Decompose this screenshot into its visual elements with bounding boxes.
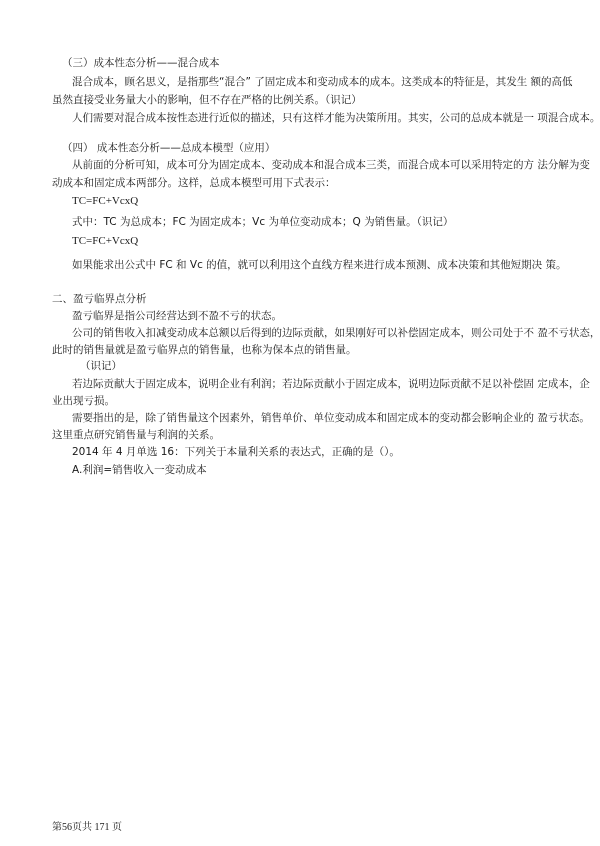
part2-paragraph4-line1: 需要指出的是，除了销售量这个因素外，销售单价、单位变动成本和固定成本的变动都会影响企业的 盈亏状态。: [72, 412, 590, 424]
section3-paragraph1-line1: 混合成本，顾名思义，是指那些“混合” 了固定成本和变动成本的成本。这类成本的特征是，其发生 额的高低: [72, 76, 573, 88]
formula-total-cost: TC=FC+VcxQ: [72, 195, 139, 207]
part2-paragraph4-line2: 这里重点研究销售量与利润的关系。: [52, 429, 220, 441]
exam-option-a: A.利润=销售收入一变动成本: [72, 464, 207, 476]
exam-question: 2014 年 4 月单选 16：下列关于本量利关系的表达式，正确的是（）。: [72, 446, 400, 458]
part2-paragraph2-note: （识记）: [80, 360, 122, 372]
section3-paragraph1-line2: 虽然直接受业务量大小的影响，但不存在严格的比例关系。（识记）: [52, 94, 362, 106]
page-number: 第56页共 171 页: [52, 822, 122, 833]
section3-paragraph2: 人们需要对混合成本按性态进行近似的描述，只有这样才能为决策所用。其实，公司的总成本就是一 项混合成本。: [72, 112, 600, 124]
section4-paragraph1-line2: 动成本和固定成本两部分。这样，总成本模型可用下式表示：: [52, 177, 336, 189]
section4-paragraph1-line1: 从前面的分析可知，成本可分为固定成本、变动成本和混合成本三类，而混合成本可以采用特定的方 法分解为变: [72, 159, 590, 171]
part2-paragraph1: 盈亏临界是指公司经营达到不盈不亏的状态。: [72, 310, 282, 322]
section3-heading: （三）成本性态分析——混合成本: [62, 57, 220, 69]
part2-heading: 二、盈亏临界点分析: [52, 293, 147, 305]
formula-total-cost-repeat: TC=FC+VcxQ: [72, 235, 139, 247]
section4-paragraph2: 如果能求出公式中 FC 和 Vc 的值，就可以利用这个直线方程来进行成本预测、成本决策和其他短期决 策。: [72, 259, 567, 271]
part2-paragraph3-line1: 若边际贡献大于固定成本，说明企业有利润；若边际贡献小于固定成本，说明边际贡献不足以补偿固 定成本，企: [72, 378, 590, 390]
part2-paragraph2-line1: 公司的销售收入扣减变动成本总额以后得到的边际贡献，如果刚好可以补偿固定成本，则公司处于不 盈不亏状态，: [72, 327, 600, 339]
part2-paragraph2-line2: 此时的销售量就是盈亏临界点的销售量，也称为保本点的销售量。: [52, 344, 357, 356]
section4-heading: （四） 成本性态分析——总成本模型（应用）: [62, 142, 276, 154]
formula-legend: 式中：TC 为总成本；FC 为固定成本；Vc 为单位变动成本；Q 为销售量。（识记）: [72, 216, 454, 228]
part2-paragraph3-line2: 业出现亏损。: [52, 395, 115, 407]
